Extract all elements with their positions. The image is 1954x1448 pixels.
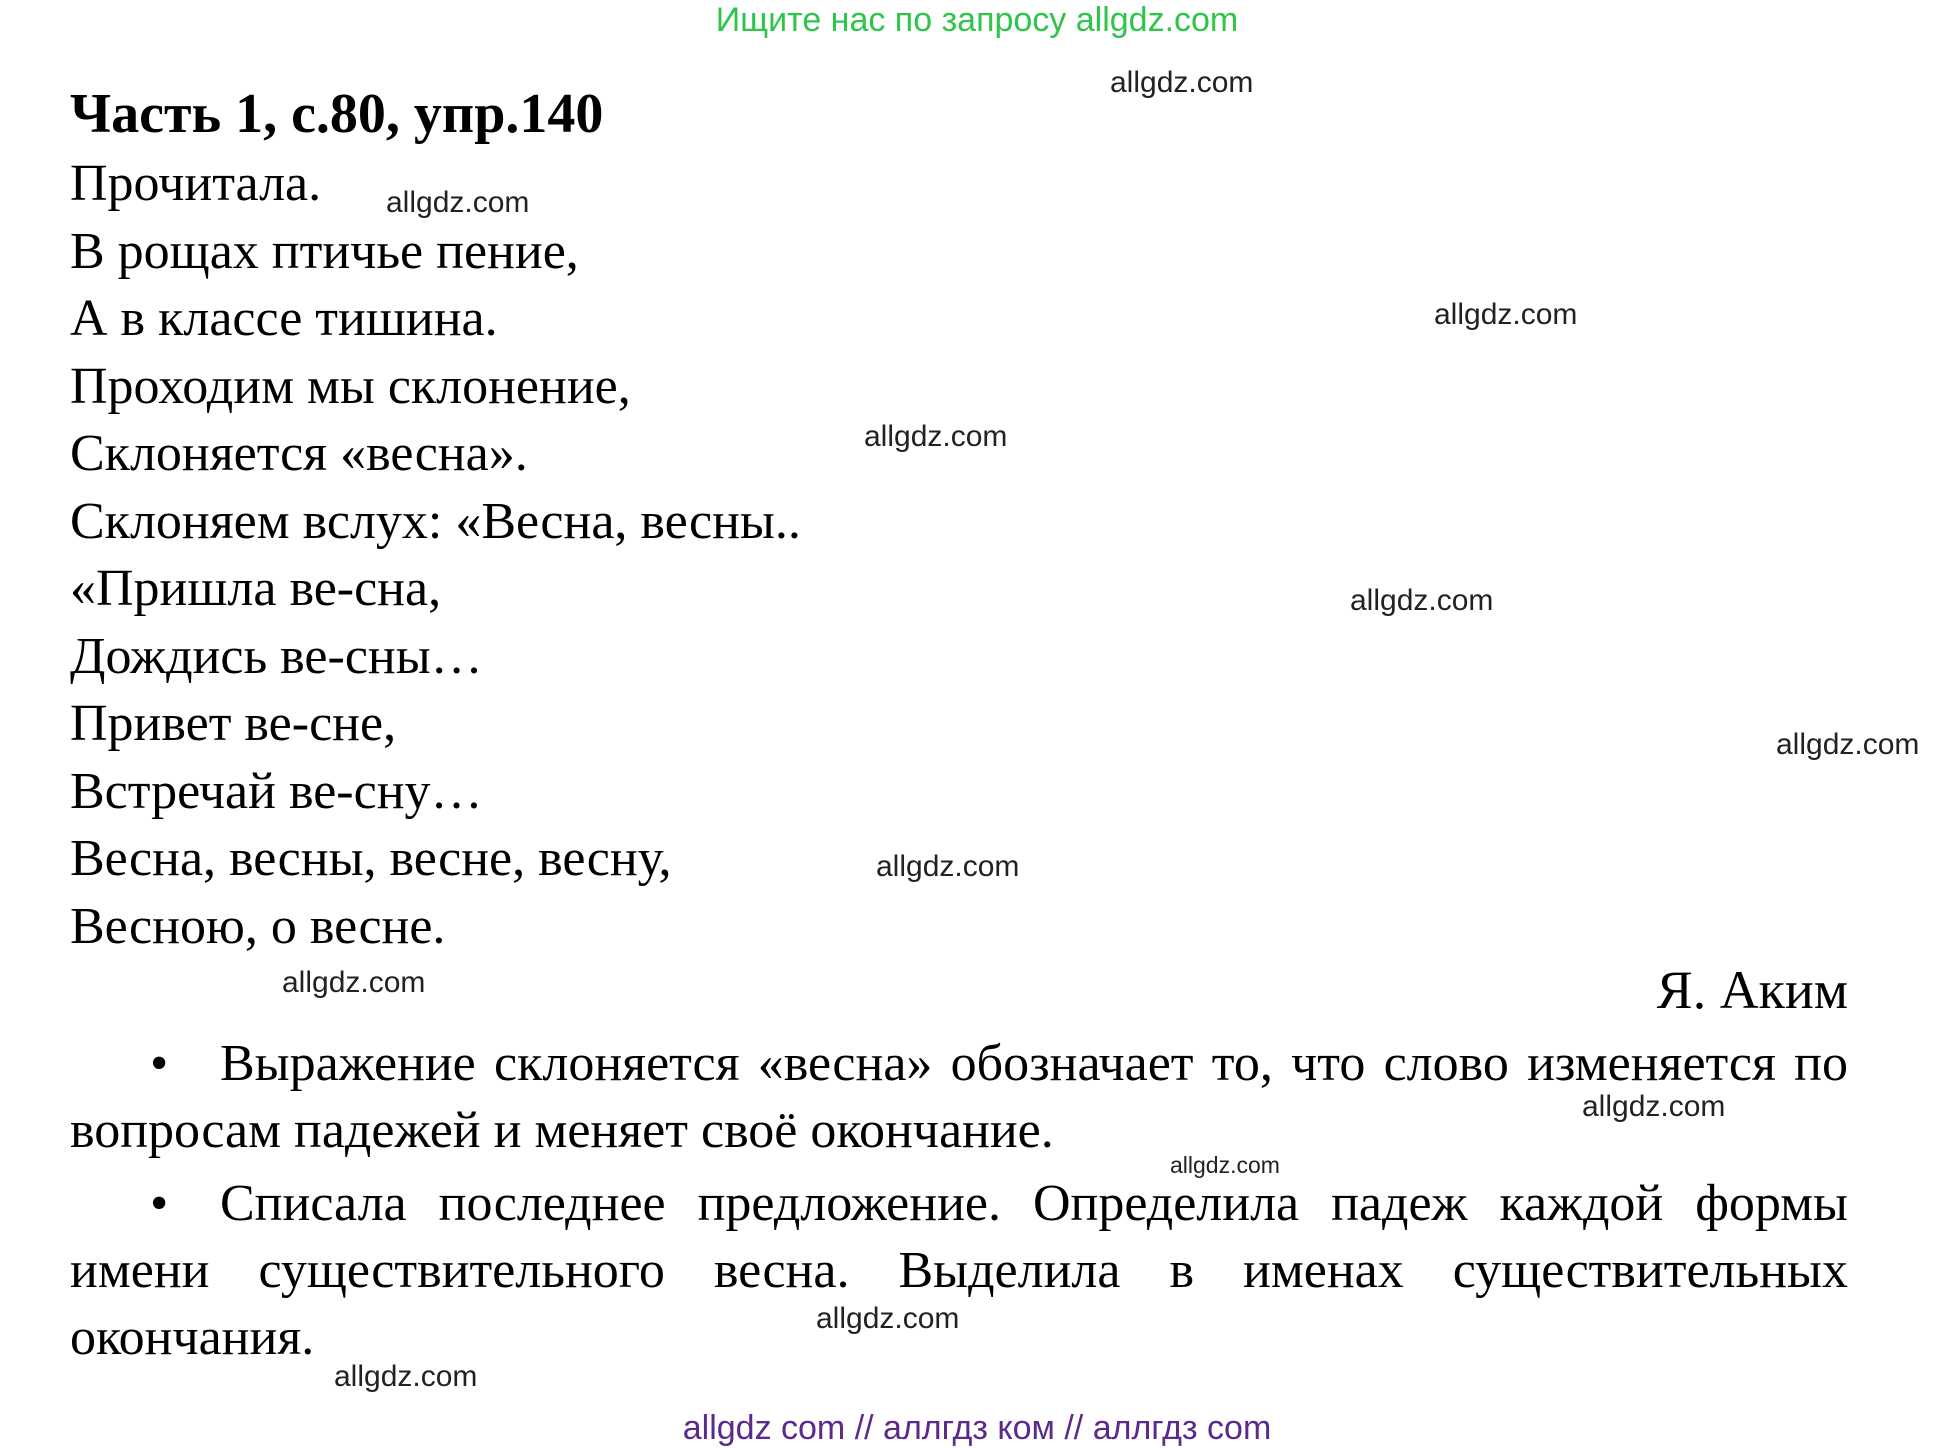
watermark: allgdz.com: [334, 1360, 478, 1393]
answer-text: Списала последнее предложение. Определила падеж каждой формы имени существительного весна. Выделила в именах существительных окончания.: [70, 1175, 1848, 1366]
bullet-icon: •: [150, 1035, 169, 1092]
poem-line: Проходим мы склонение,: [70, 357, 631, 415]
top-banner: Ищите нас по запросу allgdz.com: [715, 1, 1239, 39]
answer-paragraph-2: [70, 1170, 1848, 1371]
poem-line: Прочитала.: [70, 155, 322, 212]
poem: [70, 150, 801, 960]
answer-text: Выражение склоняется «весна» обозначает то, что слово изменяется по вопросам падежей и меняет своё окончание.: [70, 1035, 1848, 1159]
watermark: allgdz.com: [1350, 584, 1494, 617]
poem-line: Склоняем вслух: «Весна, весны..: [70, 492, 801, 550]
poem-line: Весною, о весне.: [70, 897, 446, 955]
poem-line: Весна, весны, весне, весну,: [70, 830, 672, 887]
watermark: allgdz.com: [816, 1302, 960, 1335]
page-title: Часть 1, с.80, упр.140: [70, 83, 604, 145]
poem-line: Дождись ве-сны…: [70, 627, 483, 685]
watermark: allgdz.com: [1170, 1152, 1280, 1178]
watermark: allgdz.com: [864, 420, 1008, 453]
poem-author: Я. Аким: [1656, 960, 1848, 1020]
watermark: allgdz.com: [1582, 1090, 1726, 1123]
watermark: allgdz.com: [282, 966, 426, 999]
watermark: allgdz.com: [1776, 728, 1920, 761]
watermark: allgdz.com: [386, 186, 530, 219]
watermark: allgdz.com: [1434, 298, 1578, 331]
footer-links: allgdz com // аллгдз ком // аллгдз com: [682, 1409, 1272, 1447]
poem-line: В рощах птичье пение,: [70, 222, 579, 280]
watermark: allgdz.com: [876, 850, 1020, 883]
poem-line: Встречай ве-сну…: [70, 762, 483, 820]
poem-line: А в классе тишина.: [70, 290, 498, 347]
poem-line: Склоняется «весна».: [70, 425, 528, 482]
poem-line: «Пришла ве-сна,: [70, 560, 442, 617]
watermark: allgdz.com: [1110, 66, 1254, 99]
poem-line: Привет ве-сне,: [70, 695, 397, 752]
bullet-icon: •: [150, 1175, 169, 1232]
